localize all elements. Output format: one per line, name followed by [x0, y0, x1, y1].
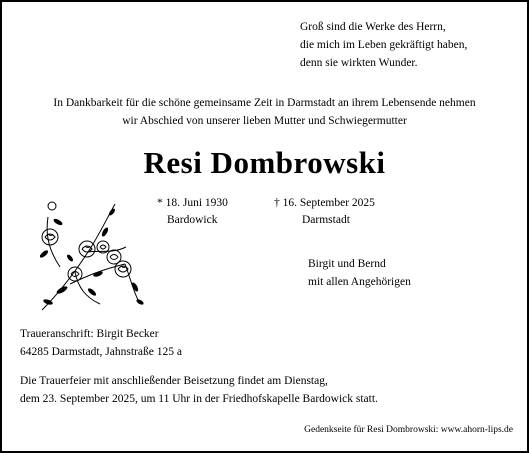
bible-verse [300, 18, 467, 72]
rose-branch-icon [30, 192, 150, 317]
address-line: 64285 Darmstadt, Jahnstraße 125 a [20, 346, 182, 358]
funeral-service-info [20, 372, 378, 408]
mourning-address [20, 325, 182, 361]
intro-line: In Dankbarkeit für die schöne gemeinsame Zeit in Darmstadt an ihrem Lebensende nehmen [53, 97, 476, 109]
birth-date: * 18. Juni 1930 [157, 197, 228, 209]
service-line: Die Trauerfeier mit anschließender Beisetzung findet am Dienstag, [20, 375, 328, 387]
verse-line: Groß sind die Werke des Herrn, [300, 21, 446, 33]
deceased-name: Resi Dombrowski [143, 145, 386, 180]
verse-line: die mich im Leben gekräftigt haben, [300, 39, 468, 51]
intro-line: wir Abschied von unserer lieben Mutter und Schwiegermutter [122, 115, 407, 127]
mourner-line: Birgit und Bernd [308, 258, 386, 270]
mourner-line: mit allen Angehörigen [308, 276, 411, 288]
mourners [308, 255, 411, 291]
birth-info [157, 195, 228, 229]
death-place: Darmstadt [302, 214, 350, 226]
address-line: Traueranschrift: Birgit Becker [20, 328, 159, 340]
death-info [274, 195, 375, 229]
service-line: dem 23. September 2025, um 11 Uhr in der Friedhofskapelle Bardowick statt. [20, 393, 378, 405]
memorial-page-link[interactable]: Gedenkseite für Resi Dombrowski: www.ahorn-lips.de [304, 425, 513, 435]
farewell-text [2, 94, 527, 130]
death-date: † 16. September 2025 [274, 197, 375, 209]
birth-place: Bardowick [167, 214, 218, 226]
verse-line: denn sie wirkten Wunder. [300, 57, 418, 69]
